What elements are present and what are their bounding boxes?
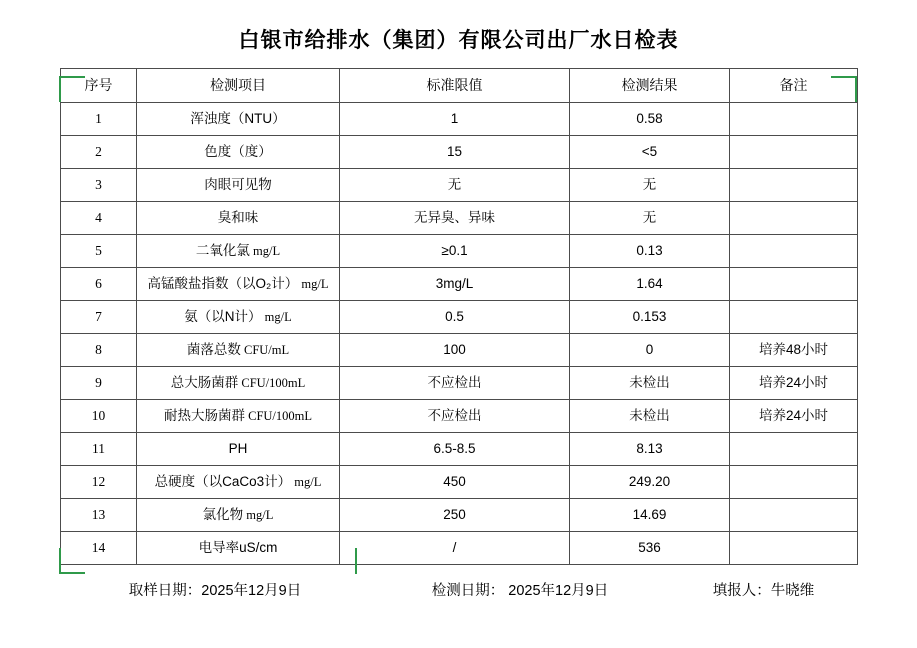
cell-limit: 450 [340,466,570,499]
cell-item [137,268,340,301]
column-header-limit: 标准限值 [340,69,570,103]
cell-item [137,499,340,532]
cell-remark: 培养24小时 [730,367,858,400]
item-unit: CFU/100mL [238,376,306,391]
cell-item [137,433,340,466]
cell-limit: 0.5 [340,301,570,334]
item-name: 电导率uS/cm [198,540,278,556]
cell-limit: 250 [340,499,570,532]
item-name: 氯化物 [202,507,244,523]
corner-guide-mark [855,76,857,102]
corner-guide-mark [59,76,61,102]
corner-guide-mark [59,572,85,574]
cell-no: 6 [61,268,137,301]
corner-guide-mark [355,548,357,574]
cell-remark [730,466,858,499]
table-row [61,235,858,268]
cell-limit: 1 [340,103,570,136]
cell-remark [730,301,858,334]
item-unit: mg/L [243,508,274,523]
reporter: 填报人：牛晓维 [712,583,815,599]
cell-remark [730,169,858,202]
table-row [61,367,858,400]
cell-result: 0 [570,334,730,367]
cell-remark [730,433,858,466]
table-row [61,532,858,565]
cell-result: 249.20 [570,466,730,499]
cell-item [137,235,340,268]
item-unit: mg/L [249,244,281,259]
corner-guide-mark [831,76,857,78]
item-name: 高锰酸盐指数（以O₂计） [147,276,299,292]
cell-remark [730,499,858,532]
cell-result: 0.58 [570,103,730,136]
item-name: 色度（度） [204,144,272,160]
cell-remark [730,532,858,565]
corner-guide-mark [59,76,85,78]
footer-info [0,579,917,600]
item-name: 二氧化氯 [195,243,250,259]
cell-no: 5 [61,235,137,268]
column-header-remark: 备注 [730,69,858,103]
item-unit: CFU/100mL [244,409,313,424]
item-name: 臭和味 [217,210,259,226]
cell-no: 4 [61,202,137,235]
item-name: 浑浊度（NTU） [190,111,286,127]
item-unit: mg/L [261,310,292,325]
cell-remark: 培养24小时 [730,400,858,433]
cell-limit: 无异臭、异味 [340,202,570,235]
cell-limit: 3mg/L [340,268,570,301]
table-container [0,68,917,565]
item-name: 菌落总数 [186,342,241,358]
cell-limit: 不应检出 [340,400,570,433]
cell-result: 未检出 [570,400,730,433]
table-row [61,466,858,499]
item-name: 耐热大肠菌群 [163,408,245,424]
item-name: PH [228,441,248,457]
cell-remark [730,235,858,268]
cell-item [137,466,340,499]
cell-result: <5 [570,136,730,169]
cell-limit: / [340,532,570,565]
table-row [61,301,858,334]
table-row [61,400,858,433]
table-header-row [61,69,858,103]
cell-item [137,301,340,334]
cell-no: 2 [61,136,137,169]
cell-limit: 15 [340,136,570,169]
cell-limit: ≥0.1 [340,235,570,268]
cell-result: 14.69 [570,499,730,532]
cell-remark [730,136,858,169]
cell-no: 9 [61,367,137,400]
cell-no: 10 [61,400,137,433]
item-unit: CFU/mL [240,343,290,358]
cell-no: 8 [61,334,137,367]
cell-item [137,136,340,169]
item-name: 氨（以N计） [184,309,262,325]
test-date: 检测日期： 2025年12月9日 [431,583,609,599]
cell-item [137,400,340,433]
cell-no: 3 [61,169,137,202]
cell-item [137,367,340,400]
sampling-date: 取样日期：2025年12月9日 [128,583,302,599]
cell-result: 未检出 [570,367,730,400]
cell-result: 536 [570,532,730,565]
cell-item [137,103,340,136]
cell-result: 1.64 [570,268,730,301]
cell-remark [730,103,858,136]
item-name: 肉眼可见物 [204,177,272,193]
cell-result: 0.13 [570,235,730,268]
item-name: 总硬度（以CaCo3计） [154,474,292,490]
table-row [61,202,858,235]
cell-item [137,532,340,565]
cell-limit: 100 [340,334,570,367]
table-row [61,136,858,169]
cell-result: 0.153 [570,301,730,334]
cell-no: 14 [61,532,137,565]
cell-no: 1 [61,103,137,136]
cell-result: 无 [570,169,730,202]
cell-no: 11 [61,433,137,466]
item-name: 总大肠菌群 [170,375,239,391]
page-title: 白银市给排水（集团）有限公司出厂水日检表 [238,29,679,52]
table-row [61,433,858,466]
cell-limit: 6.5-8.5 [340,433,570,466]
cell-limit: 无 [340,169,570,202]
cell-no: 7 [61,301,137,334]
table-row [61,169,858,202]
cell-result: 8.13 [570,433,730,466]
cell-remark [730,268,858,301]
cell-item [137,334,340,367]
column-header-no: 序号 [61,69,137,103]
cell-result: 无 [570,202,730,235]
item-unit: mg/L [291,475,322,490]
table-row [61,268,858,301]
cell-no: 12 [61,466,137,499]
cell-remark: 培养48小时 [730,334,858,367]
corner-guide-mark [59,548,61,574]
table-row [61,103,858,136]
cell-limit: 不应检出 [340,367,570,400]
cell-remark [730,202,858,235]
column-header-result: 检测结果 [570,69,730,103]
cell-item [137,202,340,235]
water-quality-table [60,68,858,565]
item-unit: mg/L [298,277,329,292]
column-header-item: 检测项目 [137,69,340,103]
cell-item [137,169,340,202]
table-row [61,499,858,532]
table-row [61,334,858,367]
cell-no: 13 [61,499,137,532]
